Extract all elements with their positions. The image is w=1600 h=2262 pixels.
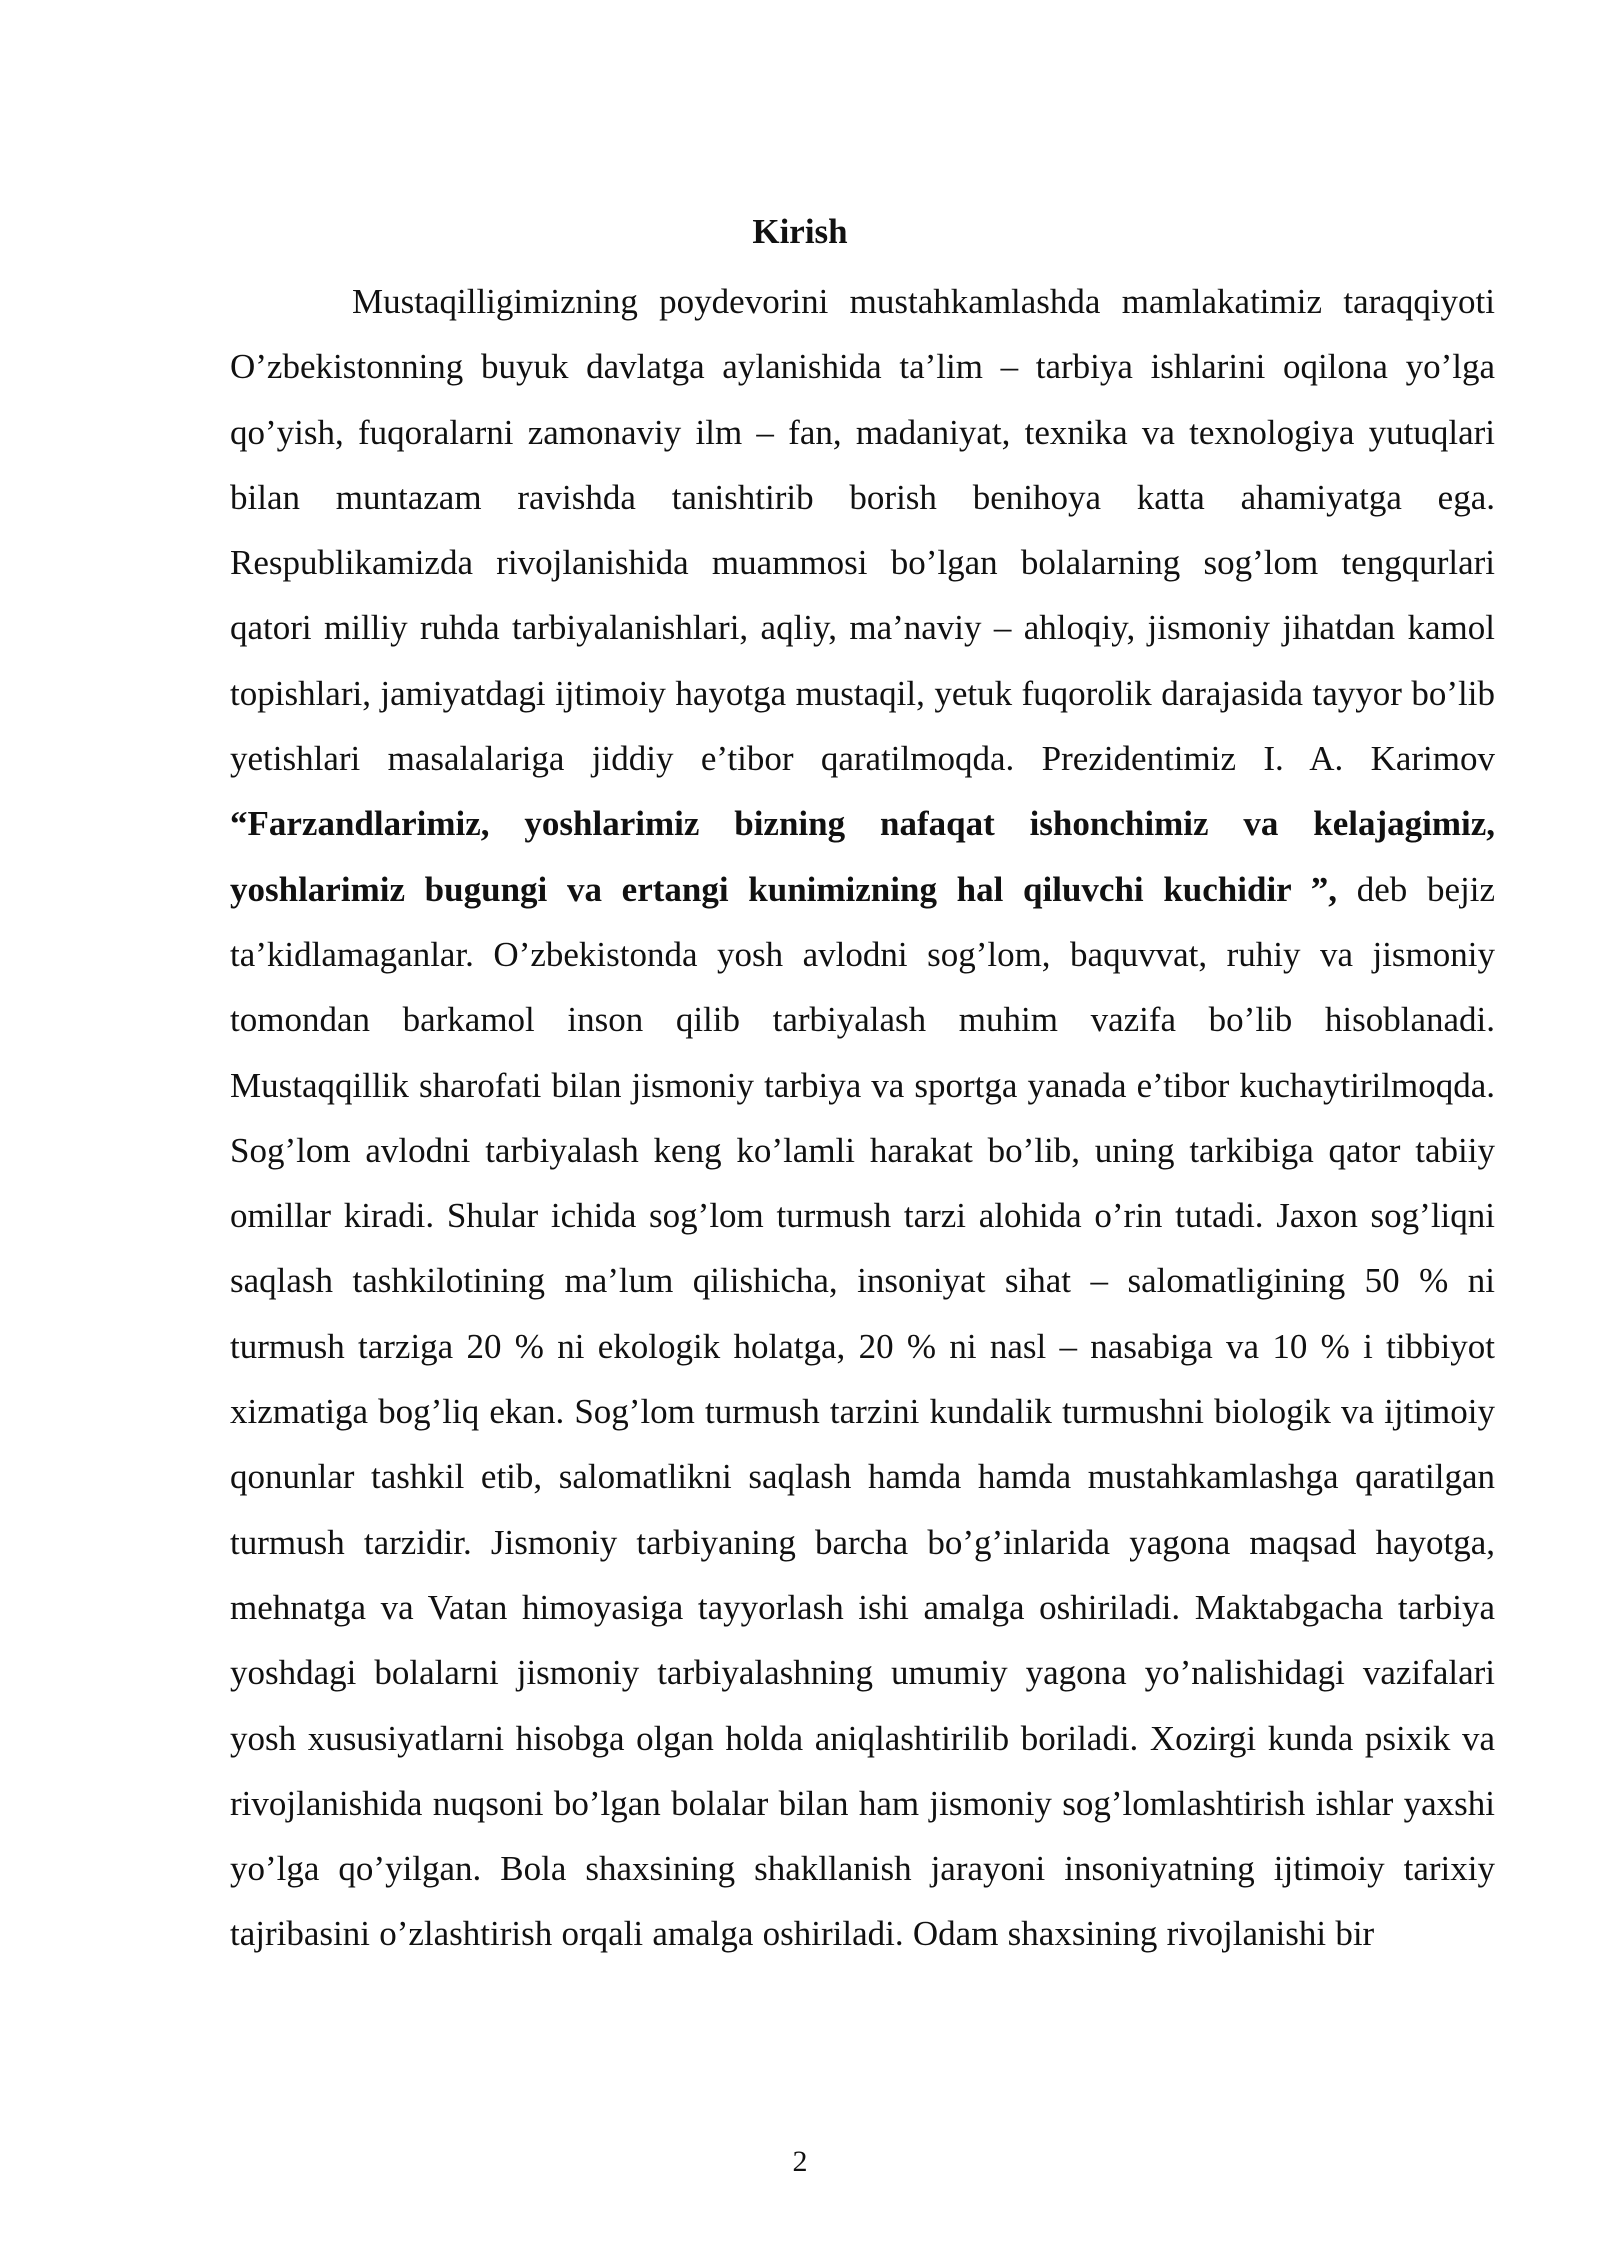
paragraph-text-end: deb bejiz ta’kidlamaganlar. O’zbekistonda yosh avlodni sog’lom, baquvvat, ruhiy va jismoniy tomondan barkamol inson qilib tarbiyalash muhim vazifa bo’lib hisoblanadi. Mustaqqillik sharofati bilan jismoniy tarbiya va sportga yanada e’tibor kuchaytirilmoqda. Sog’lom avlodni tarbiyalash keng ko’lamli harakat bo’lib, uning tarkibiga qator tabiiy omillar kiradi. Shular ichida sog’lom turmush tarzi alohida o’rin tutadi. Jaxon sog’liqni saqlash tashkilotining ma’lum qilishicha, insoniyat sihat – salomatligining 50 % ni turmush tarziga 20 % ni ekologik holatga, 20 % ni nasl – nasabiga va 10 % i tibbiyot xizmatiga bog’liq ekan. Sog’lom turmush tarzini kundalik turmushni biologik va ijtimoiy qonunlar tashkil etib, salomatlikni saqlash hamda hamda mustahkamlashga qaratilgan turmush tarzidir. Jismoniy tarbiyaning barcha bo’g’inlarida yagona maqsad hayotga, mehnatga va Vatan himoyasiga tayyorlash ishi amalga oshiriladi. Maktabgacha tarbiya yoshdagi bolalarni jismoniy tarbiyalashning umumiy yagona yo’nalishidagi vazifalari yosh xususiyatlarni hisobga olgan holda aniqlashtirilib boriladi. Xozirgi kunda psixik va rivojlanishida nuqsoni bo’lgan bolalar bilan ham jismoniy sog’lomlashtirish ishlar yaxshi yo’lga qo’yilgan. Bola shaxsining shakllanish jarayoni insoniyatning ijtimoiy tarixiy tajribasini o’zlashtirish orqali amalga oshiriladi. Odam shaxsining rivojlanishi bir (230, 869, 1495, 1954)
body-paragraph (230, 269, 1495, 1967)
page-number: 2 (792, 2145, 808, 2178)
paragraph-text-start: Mustaqilligimizning poydevorini mustahkamlashda mamlakatimiz taraqqiyoti O’zbekistonning buyuk davlatga aylanishida ta’lim – tarbiya ishlarini oqilona yo’lga qo’yish, fuqoralarni zamonaviy ilm – fan, madaniyat, texnika va texnologiya yutuqlari bilan muntazam ravishda tanishtirib borish benihoya katta ahamiyatga ega. Respublikamizda rivojlanishida muammosi bo’lgan bolalarning sog’lom tengqurlari qatori milliy ruhda tarbiyalanishlari, aqliy, ma’naviy – ahloqiy, jismoniy jihatdan kamol topishlari, jamiyatdagi ijtimoiy hayotga mustaqil, yetuk fuqorolik darajasida tayyor bo’lib yetishlari masalalariga jiddiy e’tibor qaratilmoqda. Prezidentimiz I. A. Karimov (230, 282, 1495, 779)
bold-quote: “Farzandlarimiz, yoshlarimiz bizning nafaqat ishonchimiz va kelajagimiz, yoshlarimiz bugungi va ertangi kunimizning hal qiluvchi kuchidir ”, (230, 804, 1495, 909)
section-heading: Kirish (752, 212, 848, 251)
